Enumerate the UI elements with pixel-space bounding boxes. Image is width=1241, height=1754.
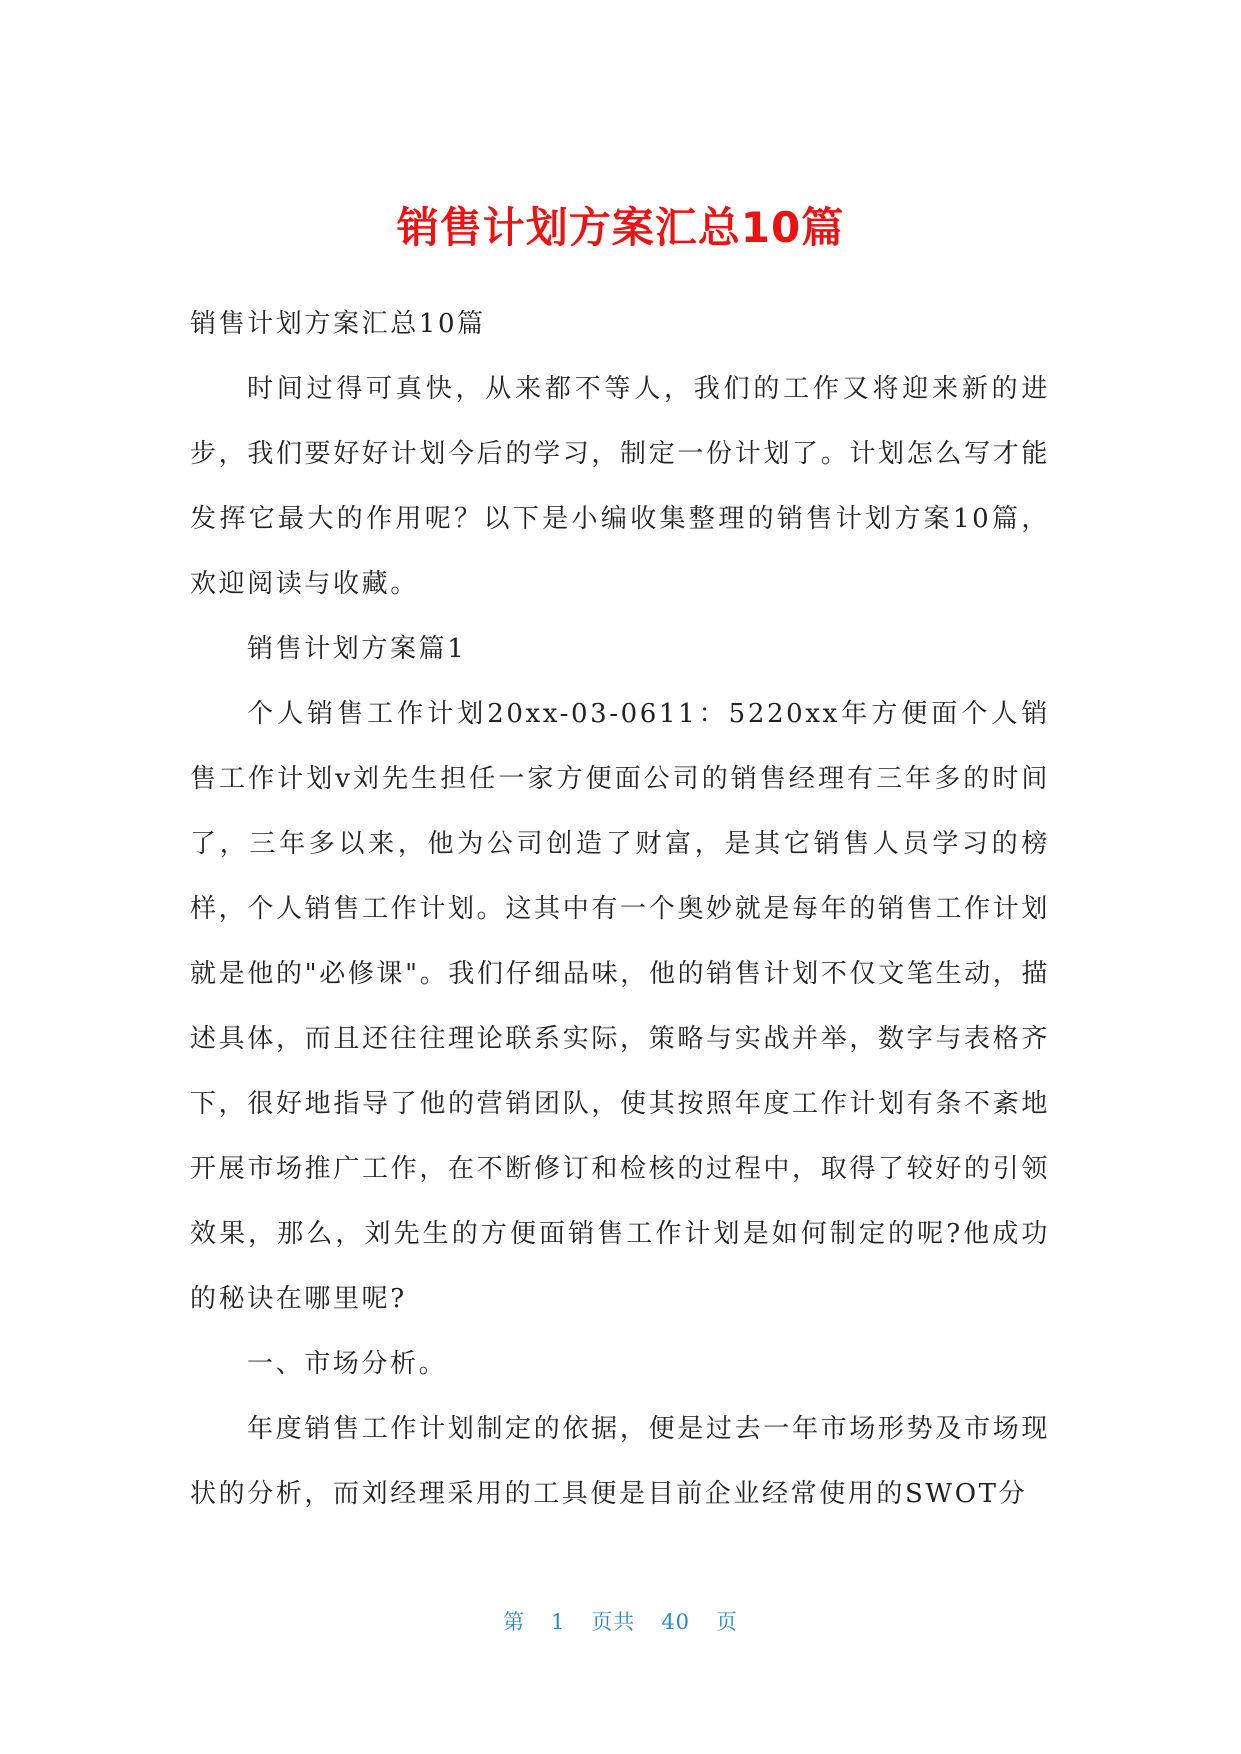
market-analysis-heading: 一、市场分析。 (247, 1349, 448, 1379)
footer-suffix: 页 (716, 1610, 739, 1634)
footer-middle: 页共 (591, 1610, 636, 1634)
subtitle-paragraph: 销售计划方案汇总10篇 (190, 309, 486, 339)
page-footer (0, 1606, 1241, 1636)
document-title: 销售计划方案汇总10篇 (396, 203, 845, 252)
plan-1-paragraph: 个人销售工作计划20xx-03-0611：5220xx年方便面个人销售工作计划v刘先生担任一家方便面公司的销售经理有三年多的时间了，三年多以来，他为公司创造了财富，是其它销售人员学习的榜样，个人销售工作计划。这其中有一个奥妙就是每年的销售工作计划就是他的"必修课"。我们仔细品味，他的销售计划不仅文笔生动，描述具体，而且还往往理论联系实际，策略与实战并举，数字与表格齐下，很好地指导了他的营销团队，使其按照年度工作计划有条不紊地开展市场推广工作，在不断修订和检核的过程中，取得了较好的引领效果，那么，刘先生的方便面销售工作计划是如何制定的呢?他成功的秘诀在哪里呢? (190, 699, 1050, 1314)
section-heading-plan-1: 销售计划方案篇1 (247, 634, 467, 664)
footer-total-pages: 40 (661, 1610, 691, 1634)
footer-prefix: 第 (502, 1610, 525, 1634)
footer-current-page: 1 (550, 1610, 566, 1634)
market-analysis-paragraph: 年度销售工作计划制定的依据，便是过去一年市场形势及市场现状的分析，而刘经理采用的工具便是目前企业经常使用的SWOT分 (190, 1414, 1050, 1509)
intro-paragraph: 时间过得可真快，从来都不等人，我们的工作又将迎来新的进步，我们要好好计划今后的学习，制定一份计划了。计划怎么写才能发挥它最大的作用呢？以下是小编收集整理的销售计划方案10篇，欢迎阅读与收藏。 (190, 374, 1050, 599)
document-body (190, 292, 1050, 1527)
